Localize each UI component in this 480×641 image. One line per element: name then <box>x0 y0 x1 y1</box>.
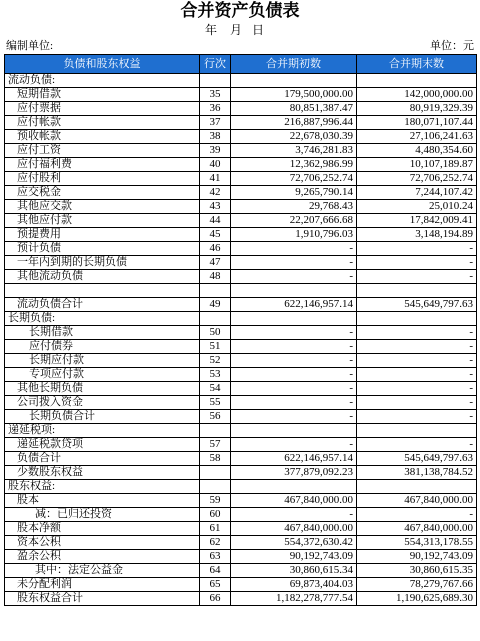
row-begin-value-cell[interactable]: 80,851,387.47 <box>231 102 357 116</box>
row-item-cell[interactable]: 应付票据 <box>5 102 200 116</box>
row-begin-value-cell[interactable]: 1,910,796.03 <box>231 228 357 242</box>
row-end-value-cell[interactable] <box>357 284 477 298</box>
row-item-cell[interactable]: 应付工资 <box>5 144 200 158</box>
row-item-cell[interactable]: 股本净额 <box>5 522 200 536</box>
row-item-cell[interactable]: 短期借款 <box>5 88 200 102</box>
row-end-value-cell[interactable]: 72,706,252.74 <box>357 172 477 186</box>
table-row <box>5 340 477 354</box>
table-row <box>5 466 477 480</box>
table-row <box>5 396 477 410</box>
column-header-begin[interactable]: 合并期初数 <box>231 55 357 74</box>
row-begin-value-cell[interactable]: 467,840,000.00 <box>231 494 357 508</box>
row-line-no-cell[interactable]: 43 <box>200 200 231 214</box>
row-item-cell[interactable]: 长期应付款 <box>5 354 200 368</box>
currency-unit-label: 单位：元 <box>430 40 474 52</box>
row-end-value-cell[interactable]: 180,071,107.44 <box>357 116 477 130</box>
table-row <box>5 256 477 270</box>
row-end-value-cell[interactable]: 142,000,000.00 <box>357 88 477 102</box>
row-begin-value-cell[interactable]: 72,706,252.74 <box>231 172 357 186</box>
row-line-no-cell[interactable]: 59 <box>200 494 231 508</box>
column-header-line-no[interactable]: 行次 <box>200 55 231 74</box>
table-row <box>5 102 477 116</box>
row-item-cell[interactable]: 其他应交款 <box>5 200 200 214</box>
row-end-value-cell[interactable]: 17,842,009.41 <box>357 214 477 228</box>
row-begin-value-cell[interactable]: - <box>231 438 357 452</box>
row-line-no-cell[interactable]: 53 <box>200 368 231 382</box>
row-begin-value-cell[interactable]: 22,207,666.68 <box>231 214 357 228</box>
row-end-value-cell[interactable]: - <box>357 354 477 368</box>
table-row <box>5 508 477 522</box>
row-begin-value-cell[interactable]: - <box>231 382 357 396</box>
row-line-no-cell[interactable]: 37 <box>200 116 231 130</box>
row-line-no-cell[interactable]: 56 <box>200 410 231 424</box>
row-end-value-cell[interactable]: 467,840,000.00 <box>357 494 477 508</box>
table-row <box>5 172 477 186</box>
row-item-cell[interactable]: 少数股东权益 <box>5 466 200 480</box>
date-year-label: 年 <box>205 23 218 37</box>
row-line-no-cell[interactable]: 46 <box>200 242 231 256</box>
row-end-value-cell[interactable]: 554,313,178.55 <box>357 536 477 550</box>
row-begin-value-cell[interactable]: 554,372,630.42 <box>231 536 357 550</box>
row-item-cell[interactable]: 长期负债合计 <box>5 410 200 424</box>
report-date <box>205 22 275 38</box>
table-row <box>5 326 477 340</box>
row-item-cell[interactable]: 应付福利费 <box>5 158 200 172</box>
row-line-no-cell[interactable] <box>200 284 231 298</box>
row-begin-value-cell[interactable]: 29,768.43 <box>231 200 357 214</box>
row-begin-value-cell[interactable]: - <box>231 368 357 382</box>
row-item-cell[interactable]: 流动负债合计 <box>5 298 200 312</box>
row-line-no-cell[interactable]: 35 <box>200 88 231 102</box>
row-item-cell[interactable]: 递延税款贷项 <box>5 438 200 452</box>
row-line-no-cell[interactable] <box>200 466 231 480</box>
row-line-no-cell[interactable]: 36 <box>200 102 231 116</box>
row-end-value-cell[interactable] <box>357 74 477 88</box>
row-end-value-cell[interactable]: 78,279,767.66 <box>357 578 477 592</box>
row-begin-value-cell[interactable]: 12,362,986.99 <box>231 158 357 172</box>
column-header-end[interactable]: 合并期末数 <box>357 55 477 74</box>
row-item-cell[interactable]: 其中：法定公益金 <box>5 564 200 578</box>
table-header-row <box>5 55 477 74</box>
row-begin-value-cell[interactable]: - <box>231 410 357 424</box>
row-item-cell[interactable]: 负债合计 <box>5 452 200 466</box>
date-day-label: 日 <box>252 23 265 37</box>
row-line-no-cell[interactable]: 49 <box>200 298 231 312</box>
table-row <box>5 298 477 312</box>
row-item-cell[interactable]: 盈余公积 <box>5 550 200 564</box>
table-row <box>5 214 477 228</box>
table-row <box>5 480 477 494</box>
row-begin-value-cell[interactable]: 377,879,092.23 <box>231 466 357 480</box>
row-item-cell[interactable]: 未分配利润 <box>5 578 200 592</box>
row-end-value-cell[interactable]: - <box>357 242 477 256</box>
row-line-no-cell[interactable]: 52 <box>200 354 231 368</box>
row-line-no-cell[interactable]: 60 <box>200 508 231 522</box>
date-month-label: 月 <box>230 23 243 37</box>
row-item-cell[interactable]: 公司拨入资金 <box>5 396 200 410</box>
row-line-no-cell[interactable]: 44 <box>200 214 231 228</box>
row-line-no-cell[interactable]: 47 <box>200 256 231 270</box>
row-begin-value-cell[interactable]: 22,678,030.39 <box>231 130 357 144</box>
row-line-no-cell[interactable]: 63 <box>200 550 231 564</box>
row-end-value-cell[interactable]: 7,244,107.42 <box>357 186 477 200</box>
table-row <box>5 410 477 424</box>
row-line-no-cell[interactable]: 61 <box>200 522 231 536</box>
table-row <box>5 438 477 452</box>
row-begin-value-cell[interactable]: 30,860,615.34 <box>231 564 357 578</box>
table-body <box>5 74 477 606</box>
row-begin-value-cell[interactable]: 90,192,743.09 <box>231 550 357 564</box>
row-line-no-cell[interactable] <box>200 424 231 438</box>
row-line-no-cell[interactable]: 55 <box>200 396 231 410</box>
table-row <box>5 88 477 102</box>
compiling-unit-label: 编制单位: <box>6 40 54 52</box>
row-end-value-cell[interactable]: - <box>357 396 477 410</box>
row-begin-value-cell[interactable]: 3,746,281.83 <box>231 144 357 158</box>
table-row <box>5 130 477 144</box>
row-end-value-cell[interactable]: 30,860,615.35 <box>357 564 477 578</box>
table-row <box>5 452 477 466</box>
row-item-cell[interactable]: 其他流动负债 <box>5 270 200 284</box>
row-end-value-cell[interactable]: 25,010.24 <box>357 200 477 214</box>
table-row <box>5 368 477 382</box>
row-item-cell[interactable]: 长期借款 <box>5 326 200 340</box>
table-row <box>5 312 477 326</box>
row-item-cell[interactable]: 预收帐款 <box>5 130 200 144</box>
row-item-cell[interactable]: 减：已归还投资 <box>5 508 200 522</box>
row-end-value-cell[interactable]: 80,919,329.39 <box>357 102 477 116</box>
row-begin-value-cell[interactable]: - <box>231 326 357 340</box>
row-end-value-cell[interactable]: 27,106,241.63 <box>357 130 477 144</box>
row-end-value-cell[interactable]: 467,840,000.00 <box>357 522 477 536</box>
table-row <box>5 354 477 368</box>
table-row <box>5 424 477 438</box>
row-line-no-cell[interactable]: 38 <box>200 130 231 144</box>
row-begin-value-cell[interactable] <box>231 284 357 298</box>
row-begin-value-cell[interactable]: 622,146,957.14 <box>231 452 357 466</box>
row-begin-value-cell[interactable]: - <box>231 270 357 284</box>
row-end-value-cell[interactable]: - <box>357 256 477 270</box>
table-row <box>5 578 477 592</box>
row-line-no-cell[interactable]: 45 <box>200 228 231 242</box>
balance-sheet-table <box>4 54 477 606</box>
row-item-cell[interactable]: 其他应付款 <box>5 214 200 228</box>
table-row <box>5 144 477 158</box>
row-item-cell[interactable]: 一年内到期的长期负债 <box>5 256 200 270</box>
row-line-no-cell[interactable]: 65 <box>200 578 231 592</box>
row-line-no-cell[interactable]: 39 <box>200 144 231 158</box>
row-line-no-cell[interactable]: 40 <box>200 158 231 172</box>
column-header-item[interactable]: 负债和股东权益 <box>5 55 200 74</box>
row-line-no-cell[interactable]: 66 <box>200 592 231 606</box>
row-begin-value-cell[interactable] <box>231 480 357 494</box>
row-line-no-cell[interactable]: 42 <box>200 186 231 200</box>
row-begin-value-cell[interactable]: 622,146,957.14 <box>231 298 357 312</box>
row-item-cell[interactable]: 应付帐款 <box>5 116 200 130</box>
row-end-value-cell[interactable] <box>357 312 477 326</box>
row-begin-value-cell[interactable]: 1,182,278,777.54 <box>231 592 357 606</box>
row-line-no-cell[interactable]: 57 <box>200 438 231 452</box>
row-item-cell[interactable]: 应交税金 <box>5 186 200 200</box>
row-item-cell[interactable]: 股东权益合计 <box>5 592 200 606</box>
row-begin-value-cell[interactable]: - <box>231 508 357 522</box>
row-end-value-cell[interactable]: 545,649,797.63 <box>357 298 477 312</box>
row-begin-value-cell[interactable] <box>231 424 357 438</box>
row-begin-value-cell[interactable]: - <box>231 256 357 270</box>
table-row <box>5 186 477 200</box>
row-item-cell[interactable]: 预提费用 <box>5 228 200 242</box>
row-end-value-cell[interactable]: 10,107,189.87 <box>357 158 477 172</box>
row-begin-value-cell[interactable]: - <box>231 340 357 354</box>
table-row <box>5 284 477 298</box>
row-line-no-cell[interactable]: 50 <box>200 326 231 340</box>
table-row <box>5 228 477 242</box>
row-item-cell[interactable]: 股本 <box>5 494 200 508</box>
row-end-value-cell[interactable]: - <box>357 340 477 354</box>
row-end-value-cell[interactable]: - <box>357 270 477 284</box>
table-row <box>5 74 477 88</box>
row-begin-value-cell[interactable] <box>231 312 357 326</box>
table-row <box>5 382 477 396</box>
row-begin-value-cell[interactable]: - <box>231 354 357 368</box>
table-row <box>5 564 477 578</box>
row-end-value-cell[interactable]: 4,480,354.60 <box>357 144 477 158</box>
row-end-value-cell[interactable] <box>357 424 477 438</box>
row-item-cell[interactable] <box>5 284 200 298</box>
row-begin-value-cell[interactable]: - <box>231 396 357 410</box>
table-row <box>5 270 477 284</box>
row-line-no-cell[interactable]: 54 <box>200 382 231 396</box>
report-meta <box>0 38 480 54</box>
row-item-cell[interactable]: 递延税项: <box>5 424 200 438</box>
table-row <box>5 158 477 172</box>
row-line-no-cell[interactable]: 41 <box>200 172 231 186</box>
row-end-value-cell[interactable]: 3,148,194.89 <box>357 228 477 242</box>
row-item-cell[interactable]: 资本公积 <box>5 536 200 550</box>
row-end-value-cell[interactable]: 381,138,784.52 <box>357 466 477 480</box>
row-end-value-cell[interactable]: 545,649,797.63 <box>357 452 477 466</box>
row-line-no-cell[interactable]: 62 <box>200 536 231 550</box>
row-item-cell[interactable]: 预计负债 <box>5 242 200 256</box>
row-begin-value-cell[interactable]: 9,265,790.14 <box>231 186 357 200</box>
row-end-value-cell[interactable]: - <box>357 410 477 424</box>
row-line-no-cell[interactable] <box>200 312 231 326</box>
row-line-no-cell[interactable]: 58 <box>200 452 231 466</box>
table-row <box>5 536 477 550</box>
table-row <box>5 200 477 214</box>
row-begin-value-cell[interactable]: 69,873,404.03 <box>231 578 357 592</box>
row-end-value-cell[interactable]: - <box>357 368 477 382</box>
table-row <box>5 522 477 536</box>
row-item-cell[interactable]: 长期负债: <box>5 312 200 326</box>
row-begin-value-cell[interactable]: 216,887,996.44 <box>231 116 357 130</box>
row-item-cell[interactable]: 股东权益: <box>5 480 200 494</box>
row-item-cell[interactable]: 专项应付款 <box>5 368 200 382</box>
row-end-value-cell[interactable]: - <box>357 326 477 340</box>
row-item-cell[interactable]: 流动负债: <box>5 74 200 88</box>
row-item-cell[interactable]: 其他长期负债 <box>5 382 200 396</box>
row-begin-value-cell[interactable] <box>231 74 357 88</box>
row-end-value-cell[interactable]: 90,192,743.09 <box>357 550 477 564</box>
row-end-value-cell[interactable]: - <box>357 508 477 522</box>
row-begin-value-cell[interactable]: 467,840,000.00 <box>231 522 357 536</box>
row-item-cell[interactable]: 应付债券 <box>5 340 200 354</box>
table-row <box>5 550 477 564</box>
table-row <box>5 116 477 130</box>
row-end-value-cell[interactable]: 1,190,625,689.30 <box>357 592 477 606</box>
table-row <box>5 494 477 508</box>
row-end-value-cell[interactable]: - <box>357 438 477 452</box>
row-line-no-cell[interactable]: 64 <box>200 564 231 578</box>
row-line-no-cell[interactable] <box>200 480 231 494</box>
row-item-cell[interactable]: 应付股利 <box>5 172 200 186</box>
row-end-value-cell[interactable] <box>357 480 477 494</box>
row-line-no-cell[interactable] <box>200 74 231 88</box>
row-line-no-cell[interactable]: 51 <box>200 340 231 354</box>
row-begin-value-cell[interactable]: - <box>231 242 357 256</box>
table-row <box>5 242 477 256</box>
table-row <box>5 592 477 606</box>
report-title: 合并资产负债表 <box>180 1 300 21</box>
row-end-value-cell[interactable]: - <box>357 382 477 396</box>
row-line-no-cell[interactable]: 48 <box>200 270 231 284</box>
row-begin-value-cell[interactable]: 179,500,000.00 <box>231 88 357 102</box>
